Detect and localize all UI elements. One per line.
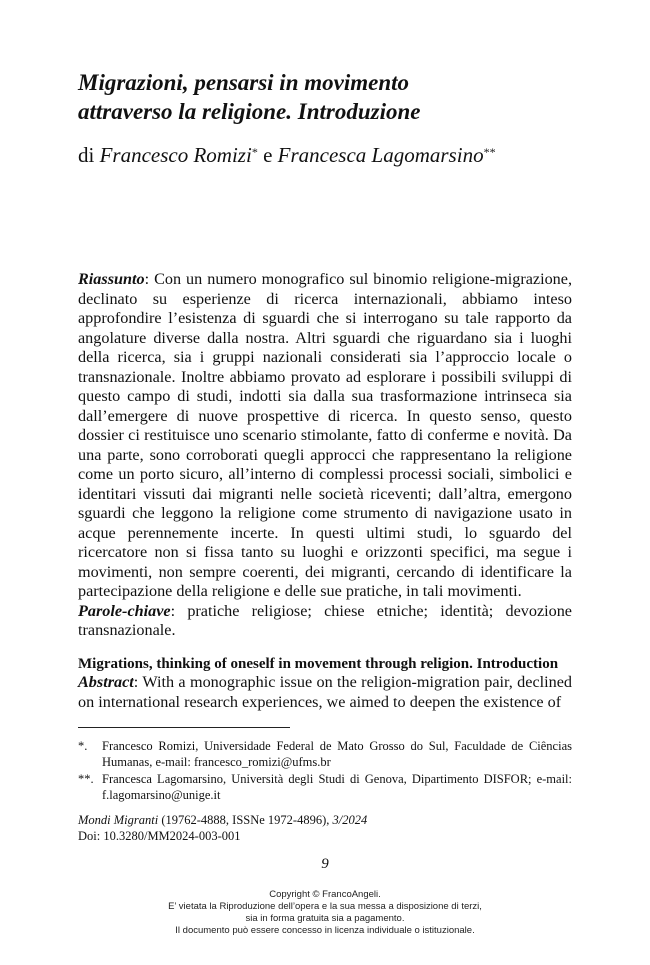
copyright-line-3: sia in forma gratuita sia a pagamento.	[245, 913, 405, 924]
journal-name: Mondi Migranti	[78, 813, 159, 827]
author-2-name: Francesca Lagomarsino	[277, 143, 484, 167]
keywords-label: Parole-chiave	[78, 601, 171, 620]
journal-issue: 3/2024	[332, 813, 368, 827]
footnote-item	[78, 771, 572, 803]
authors-prefix: di	[78, 143, 100, 167]
abstract-label: Abstract	[78, 673, 134, 691]
riassunto-paragraph	[78, 270, 572, 602]
copyright-line-1: Copyright © FrancoAngeli.	[269, 889, 381, 900]
journal-line	[78, 812, 572, 828]
footnote-item	[78, 738, 572, 770]
english-abstract	[78, 673, 572, 712]
footnote-mark: **.	[78, 772, 94, 786]
footnote-divider	[78, 727, 290, 728]
copyright-notice	[0, 889, 650, 937]
riassunto-text: : Con un numero monografico sul binomio religione-migrazione, declinato su esperienze di ricerca internazionali, abbiamo inteso approfondire l’esistenza di sguardi che si interrogano su tale rapporto da angolature diverse dalla nostra. Altri sguardi che riguardano sia i luoghi della ricerca, sia i gruppi nazionali considerati sia l’approccio locale o transnazionale. Inoltre abbiamo provato ad esplorare i possibili sviluppi di questo campo di studi, indotti sia dalla sua trasformazione intrinseca sia dall’emergere di nuove prospettive di ricerca. In questo senso, questo dossier ci restituisce uno scenario stimolante, fatto di conferme e novità. Da una parte, sono corroborati quegli approcci che rappresentano la religione come un porto sicuro, all’interno di complessi processi sociali, simbolici e identitari vissuti dai migranti nelle società riceventi; dall’altra, emergono sguardi che leggono la religione come strumento di navigazione usato in acque perennemente incerte. In questi ultimi studi, lo sguardo del ricercatore non si fissa tanto su luoghi e orizzonti specifici, ma segue i movimenti, non sempre coerenti, dei migranti, cercando di identificare la partecipazione della religione e delle sue pratiche, in tali movimenti.	[78, 270, 572, 600]
riassunto-label: Riassunto	[78, 270, 145, 288]
footnote-text: Francesco Romizi, Universidade Federal de Mato Grosso do Sul, Faculdade de Ciências Humanas, e-mail: francesco_romizi@ufms.br	[102, 739, 572, 769]
copyright-line-4: Il documento può essere concesso in licenza individuale o istituzionale.	[175, 925, 475, 936]
page-number: 9	[321, 856, 329, 872]
italian-summary	[78, 270, 572, 641]
author-1-footnote-mark: *	[251, 145, 258, 159]
article-title	[78, 68, 598, 126]
footnote-mark: *.	[78, 739, 88, 753]
keywords-text: : pratiche religiose; chiese etniche; identità; devozione transnazionale.	[78, 601, 572, 639]
journal-citation	[78, 812, 572, 844]
footnotes	[78, 738, 572, 804]
copyright-line-2: E’ vietata la Riproduzione dell’opera e la sua messa a disposizione di terzi,	[168, 901, 482, 912]
journal-issn: (19762-4888, ISSNe 1972-4896),	[158, 813, 333, 827]
author-2-footnote-mark: **	[483, 145, 496, 159]
title-line-1: Migrazioni, pensarsi in movimento	[78, 70, 410, 95]
footnote-text: Francesca Lagomarsino, Università degli Studi di Genova, Dipartimento DISFOR; e-mail: f.lagomarsino@unige.it	[102, 772, 572, 802]
keywords-paragraph	[78, 602, 572, 641]
author-1-name: Francesco Romizi	[99, 143, 252, 167]
author-line	[78, 142, 598, 168]
title-line-2: attraverso la religione. Introduzione	[78, 99, 421, 124]
english-title: Migrations, thinking of oneself in movement through religion. Introduction	[78, 656, 559, 672]
abstract-paragraph	[78, 673, 572, 712]
abstract-text: : With a monographic issue on the religion-migration pair, declined on international research experiences, we aimed to deepen the existence of	[78, 673, 572, 711]
authors-connector: e	[257, 143, 278, 167]
journal-doi: Doi: 10.3280/MM2024-003-001	[78, 829, 241, 843]
